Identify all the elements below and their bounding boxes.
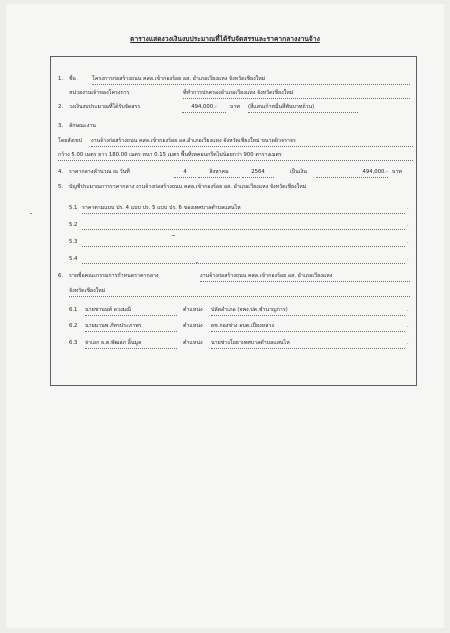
item-5-4-blank <box>82 255 405 264</box>
item-2-unit: บาท <box>230 104 240 110</box>
item-6-row <box>58 272 410 282</box>
item-4-unit: บาท <box>392 169 402 175</box>
item-6-value-line-2 <box>69 287 410 297</box>
item-1-owner-value: ที่ทำการปกครองอำเภอเวียงแหง จังหวัดเชียงใหม่ <box>183 89 410 99</box>
committee-member-row <box>69 322 410 332</box>
item-2-label: วงเงินงบประมาณที่ได้รับจัดสรร <box>69 104 141 110</box>
committee-member-position-label: ตำแหน่ง <box>183 323 203 329</box>
committee-member-number: 6.1 <box>69 307 78 313</box>
item-5-3-blank <box>82 238 405 247</box>
item-3-prefix: โดยสังเขป <box>58 138 83 144</box>
item-1-label: ชื่อ <box>69 76 76 82</box>
item-5-3-period: . <box>407 239 409 245</box>
committee-member-number: 6.3 <box>69 340 78 346</box>
item-5-1-row <box>69 204 410 214</box>
item-5-label: บัญชีประมาณการราคากลาง งานจ้างก่อสร้างถนน คสล.เข้ากองร้อย อส. อำเภอเวียงแหง จังหวัดเชียงใหม่ <box>69 184 307 190</box>
committee-member-position-label: ตำแหน่ง <box>183 340 203 346</box>
committee-member-period: . <box>407 323 409 329</box>
item-4-day: 4 <box>174 168 196 178</box>
item-5-4-row <box>69 255 410 265</box>
item-1-name-row <box>58 75 410 85</box>
item-3-description-1: งานจ้างก่อสร้างถนน คสล.เข้ากองร้อย อส.อำเภอเวียงแหง จังหวัดเชียงใหม่ ขนาดผิวจราจร <box>91 137 413 147</box>
item-5-4-period: . <box>407 256 409 262</box>
committee-member-number: 6.2 <box>69 323 78 329</box>
committee-member-position: ผช.กองช่าง อบต.เปียงหลวง <box>211 322 405 332</box>
item-6-value-1: งานจ้างก่อสร้างถนน คสล.เข้ากองร้อย อส. อำเภอเวียงแหง <box>200 272 410 282</box>
item-2-row <box>58 103 410 113</box>
item-5-3-row <box>69 238 410 248</box>
item-5-1-period: . <box>407 205 409 211</box>
item-6-number: 6. <box>58 273 64 279</box>
scan-speck <box>172 235 175 236</box>
item-2-amount: 494,000.- <box>182 103 226 113</box>
committee-member-name: จ่าเอก ธ.ต.พัฒลภ อิ้นมูล <box>85 339 177 349</box>
item-1-value: โครงการก่อสร้างถนน คสล.เข้ากองร้อย อส. อำเภอเวียงแหง จังหวัดเชียงใหม่ <box>92 75 410 85</box>
item-5-1-value: ราคาตามแบบ ปร. 4 แบบ ปร. 5 แบบ ปร. 6 ของเทศบาลตำบลแสนไห <box>82 204 405 214</box>
item-3-row <box>58 122 410 132</box>
item-3-description-2: กว้าง 5.00 เมตร ยาว 180.00 เมตร หนา 0.15 เมตร พื้นที่เทคอนกรีตไม่น้อยกว่า 900 ตารางเมตร <box>58 151 413 161</box>
item-5-4-number: 5.4 <box>69 256 78 262</box>
item-4-amount-label: เป็นเงิน <box>290 169 307 175</box>
committee-member-name: นายมานพ ภัทรประภาพร <box>85 322 177 332</box>
item-5-2-period: . <box>407 222 409 228</box>
committee-member-row <box>69 339 410 349</box>
item-3-description-line-2 <box>58 151 413 161</box>
item-5-2-row <box>69 221 410 231</box>
item-5-2-number: 5.2 <box>69 222 78 228</box>
item-3-label: ลักษณะงาน <box>69 123 96 129</box>
item-4-number: 4. <box>58 169 64 175</box>
scan-speck <box>196 262 198 263</box>
item-6-value-2: จังหวัดเชียงใหม่ <box>69 287 410 297</box>
committee-member-name: นายชานนท์ ดวงมณี <box>85 306 177 316</box>
item-4-year: 2564 <box>242 168 274 178</box>
item-4-amount: 494,000.- <box>316 168 388 178</box>
item-2-number: 2. <box>58 104 64 110</box>
committee-member-position: นายช่างโยธาเทศบาลตำบลแสนไห <box>211 339 405 349</box>
committee-member-period: . <box>407 340 409 346</box>
item-6-label: รายชื่อคณะกรรมการกำหนดราคากลาง <box>69 273 159 279</box>
item-1-number: 1. <box>58 76 64 82</box>
item-1-owner-label: หน่วยงานเจ้าของโครงการ <box>69 90 130 96</box>
item-5-2-blank <box>82 221 405 230</box>
item-3-description-line-1 <box>58 137 413 147</box>
item-5-row <box>58 183 414 193</box>
committee-member-position: ปลัดอำเภอ (จพง.ปค.ชำนาญการ) <box>211 306 405 316</box>
committee-member-row <box>69 306 410 316</box>
item-5-1-number: 5.1 <box>69 205 78 211</box>
committee-member-period: . <box>407 307 409 313</box>
scan-speck <box>30 213 32 214</box>
item-4-month: สิงหาคม <box>198 168 240 178</box>
item-5-3-number: 5.3 <box>69 239 78 245</box>
item-4-row <box>58 168 410 178</box>
item-3-number: 3. <box>58 123 64 129</box>
item-2-amount-words: (สี่แสนเก้าหมื่นสี่พันบาทถ้วน) <box>248 103 358 113</box>
committee-member-position-label: ตำแหน่ง <box>183 307 203 313</box>
item-5-number: 5. <box>58 184 64 190</box>
item-4-label: ราคากลางคำนวณ ณ วันที่ <box>69 169 130 175</box>
document-title: ตารางแสดงวงเงินงบประมาณที่ได้รับจัดสรรและราคากลางงานจ้าง <box>130 35 320 43</box>
item-1-owner-row <box>69 89 410 99</box>
